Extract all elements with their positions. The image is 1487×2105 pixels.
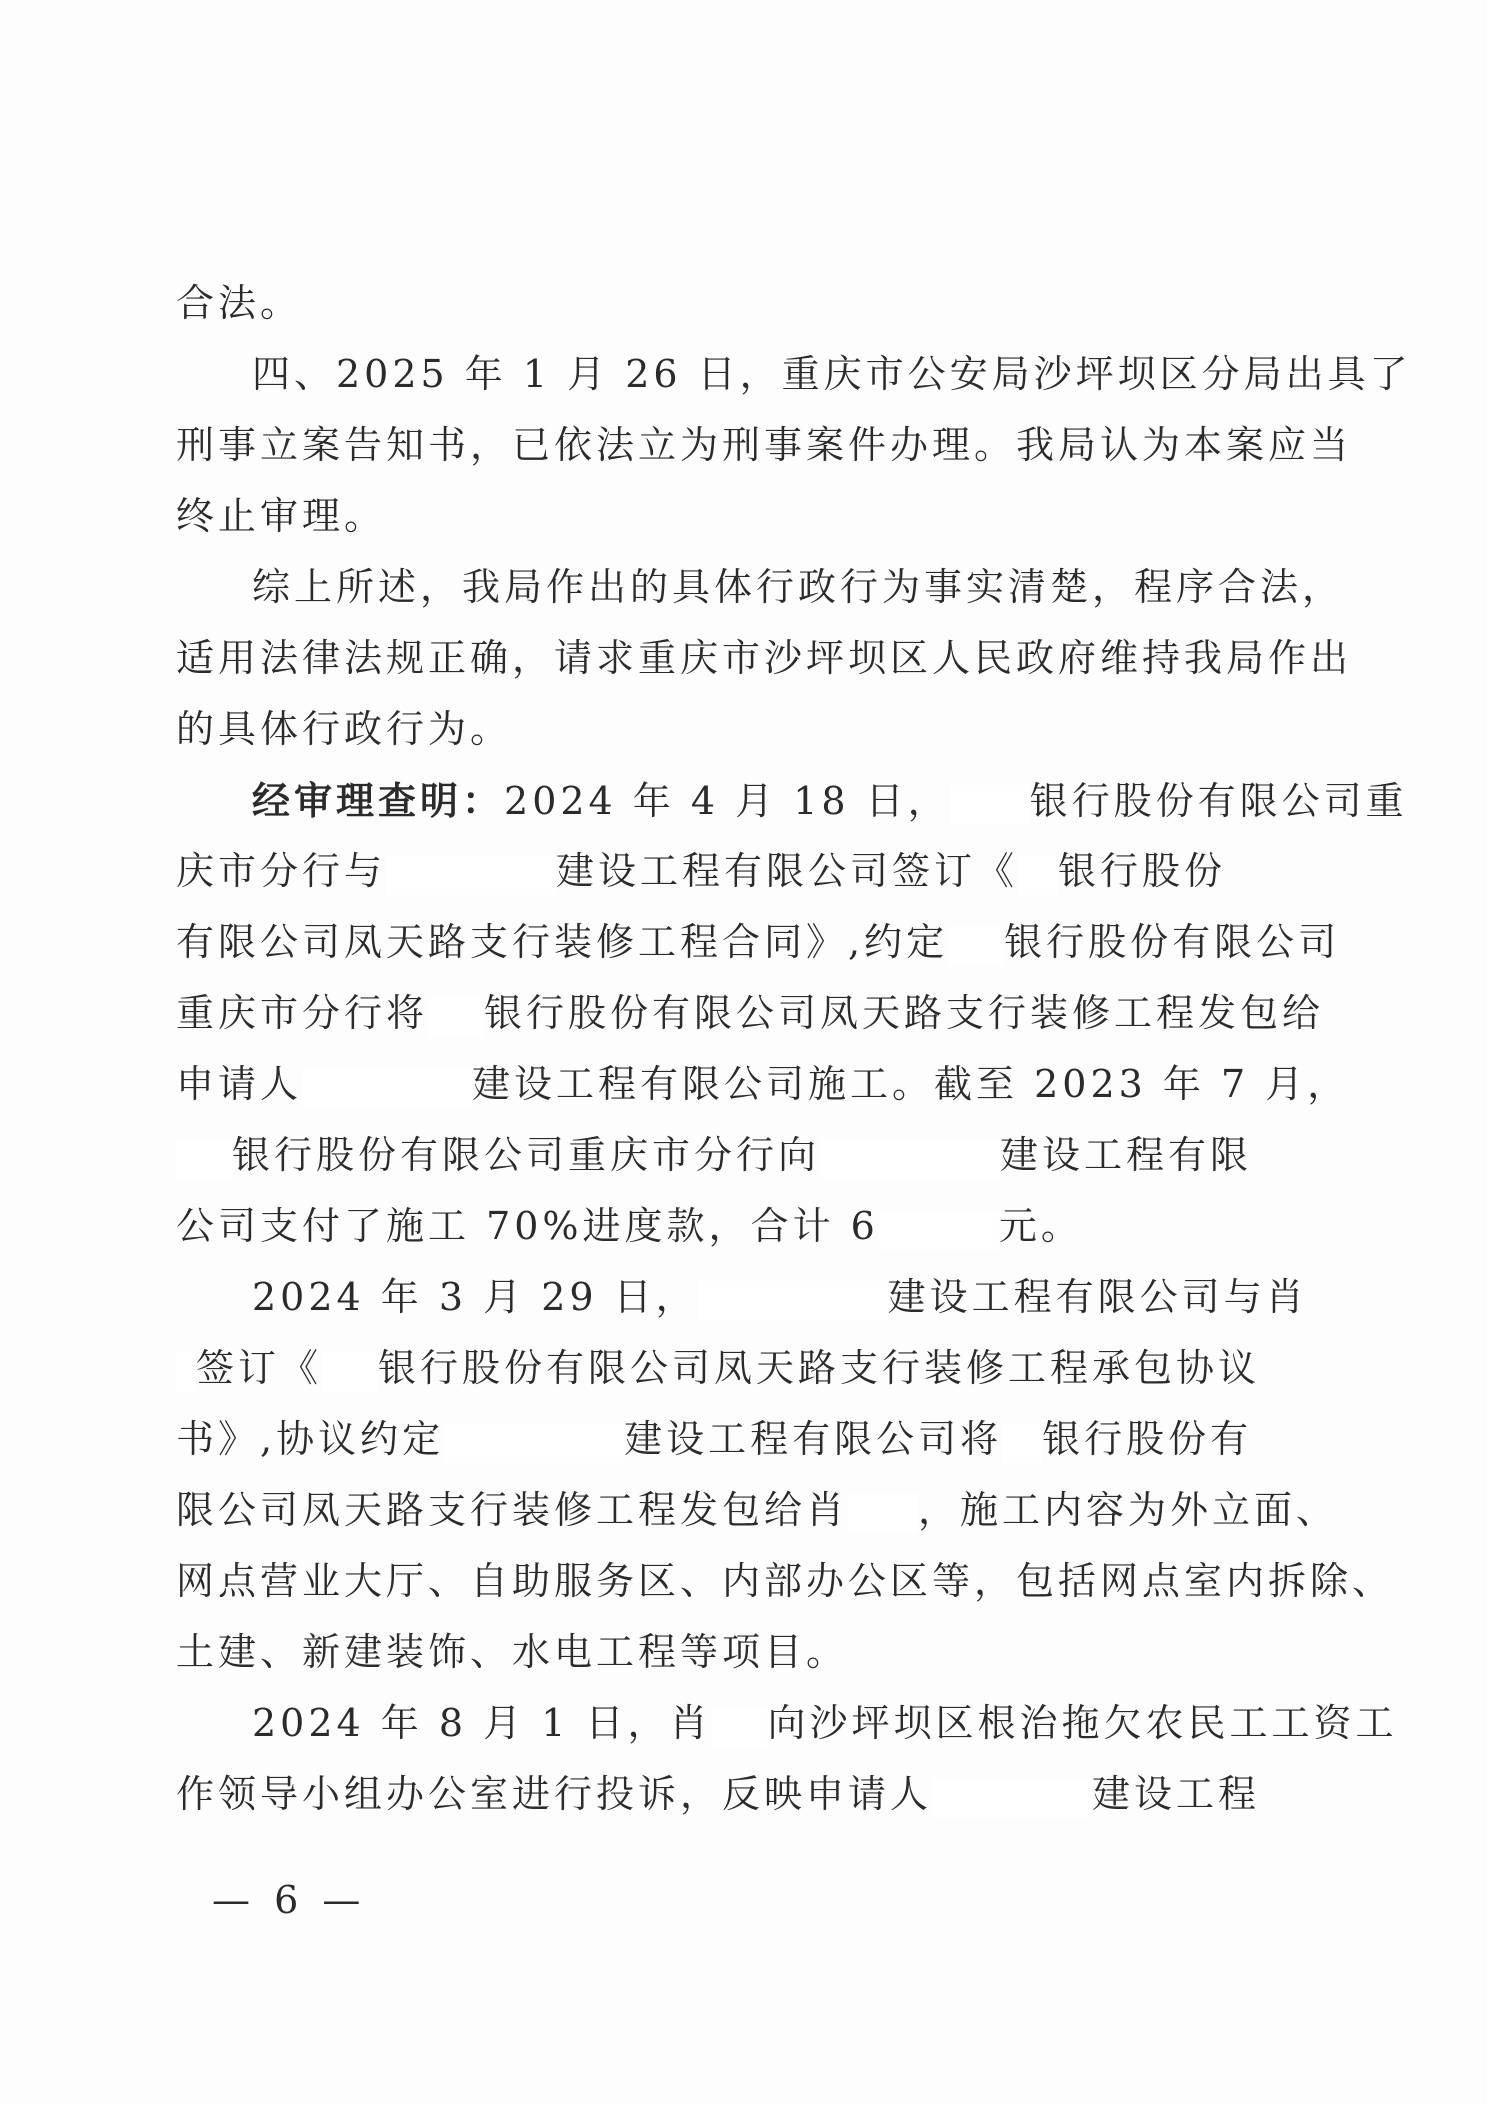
text-segment: 签订《 (196, 1346, 323, 1390)
text-segment: 书》,协议约定 (176, 1417, 445, 1461)
text-segment: 重庆市分行将 (176, 991, 429, 1035)
redaction (176, 1352, 196, 1392)
text-segment: 2024 年 4 月 18 日， (504, 779, 950, 823)
redaction (711, 1707, 767, 1747)
text-segment: 银行股份有限公司 (1004, 920, 1341, 964)
redaction (950, 785, 1030, 825)
redaction (302, 1068, 472, 1108)
redaction (698, 1281, 888, 1321)
text-line (176, 1688, 1398, 1759)
text-line (176, 765, 1408, 836)
text-segment: 申请人 (176, 1062, 303, 1106)
text-segment: 银行股份有限公司重庆市分行向 (232, 1133, 821, 1177)
redaction (932, 1778, 1092, 1818)
text-line (176, 1049, 1350, 1120)
text-line: 网点营业大厅、自助服务区、内部办公区等，包括网点室内拆除、 (176, 1559, 1395, 1603)
text-segment: 银行股份 (1058, 849, 1227, 893)
text-line (176, 1333, 1276, 1404)
text-segment: 建设工程 (1092, 1772, 1261, 1816)
text-segment: 向沙坪坝区根治拖欠农民工工资工 (767, 1701, 1398, 1745)
redaction (428, 997, 484, 1037)
text-segment: 2024 年 3 月 29 日， (252, 1275, 698, 1319)
text-line: 合法。 (176, 281, 303, 325)
redaction (322, 1352, 378, 1392)
text-line: 四、2025 年 1 月 26 日，重庆市公安局沙坪坝区分局出具了 (252, 352, 1412, 396)
text-segment: 2024 年 8 月 1 日，肖 (252, 1701, 712, 1745)
text-segment: 公司支付了施工 70%进度款，合计 6 (176, 1204, 879, 1248)
text-line (176, 1475, 1339, 1546)
text-segment: 限公司凤天路支行装修工程发包给肖 (176, 1488, 849, 1532)
text-line (176, 836, 1276, 907)
redaction (386, 855, 556, 895)
text-line: 的具体行政行为。 (176, 707, 513, 751)
text-line: 刑事立案告知书，已依法立为刑事案件办理。我局认为本案应当 (176, 423, 1353, 467)
redaction (879, 1210, 999, 1250)
text-line (176, 1404, 1276, 1475)
text-segment: 作领导小组办公室进行投诉，反映申请人 (176, 1772, 933, 1816)
text-line (176, 1262, 1308, 1333)
text-segment: 银行股份有限公司凤天路支行装修工程承包协议 (378, 1346, 1261, 1390)
redaction (848, 1494, 918, 1534)
text-line (176, 1120, 1276, 1191)
text-segment: 元。 (998, 1204, 1083, 1248)
text-line (176, 1759, 1276, 1830)
text-segment: ，施工内容为外立面、 (918, 1488, 1339, 1532)
text-segment: 银行股份有 (1042, 1417, 1253, 1461)
text-line: 适用法律法规正确，请求重庆市沙坪坝区人民政府维持我局作出 (176, 636, 1353, 680)
text-segment: 建设工程有限公司施工。截至 2023 年 7 月， (472, 1062, 1350, 1106)
text-segment: 建设工程有限公司签订《 (556, 849, 1019, 893)
redaction (1018, 855, 1058, 895)
redaction (1002, 1423, 1042, 1463)
text-line (176, 1191, 1276, 1262)
page-number: — 6 — (212, 1878, 367, 1922)
text-segment: 银行股份有限公司重 (1029, 779, 1408, 823)
finding-heading: 经审理查明： (252, 778, 505, 823)
text-segment: 有限公司凤天路支行装修工程合同》,约定 (176, 920, 949, 964)
text-segment: 建设工程有限 (1000, 1133, 1253, 1177)
text-line (176, 978, 1325, 1049)
text-line: 综上所述，我局作出的具体行政行为事实清楚，程序合法， (252, 565, 1345, 609)
redaction (820, 1139, 1000, 1179)
text-segment: 建设工程有限公司与肖 (887, 1275, 1308, 1319)
text-line: 终止审理。 (176, 494, 387, 538)
redaction (444, 1423, 624, 1463)
redaction (948, 926, 1004, 966)
redaction (176, 1139, 232, 1179)
document-body (176, 268, 1412, 1830)
text-segment: 银行股份有限公司凤天路支行装修工程发包给 (484, 991, 1325, 1035)
text-segment: 建设工程有限公司将 (624, 1417, 1003, 1461)
text-segment: 庆市分行与 (176, 849, 387, 893)
text-line (176, 907, 1341, 978)
text-line: 土建、新建装饰、水电工程等项目。 (176, 1630, 849, 1674)
